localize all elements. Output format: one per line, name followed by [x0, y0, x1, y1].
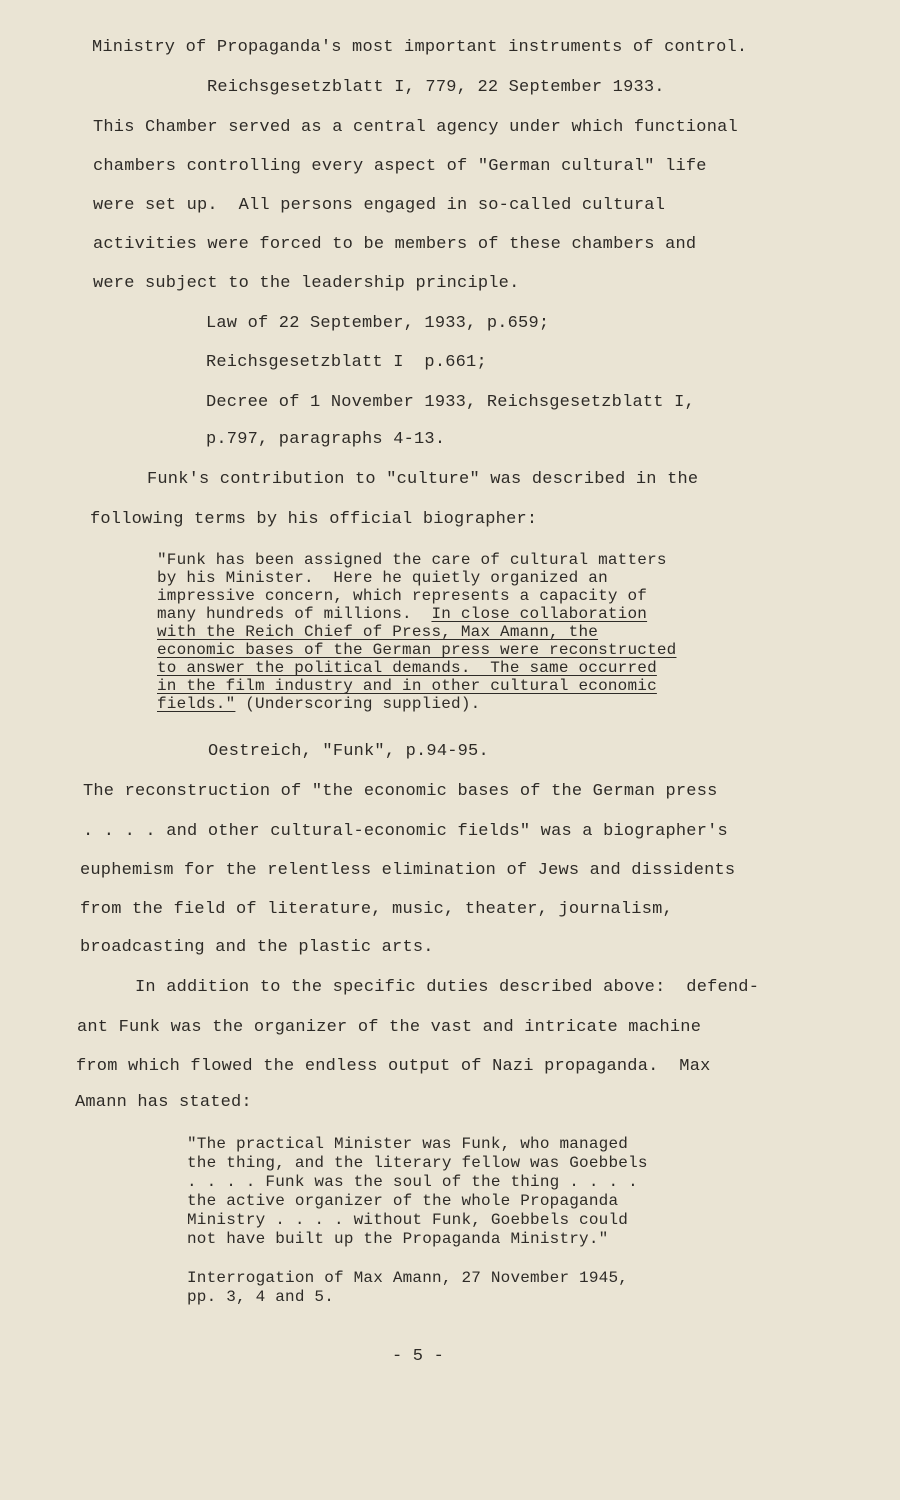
- underscored-line: with the Reich Chief of Press, Max Amann, the: [157, 623, 599, 641]
- citation-line: Law of 22 September, 1933, p.659;: [206, 314, 550, 333]
- text-line: from the field of literature, music, theater, journalism,: [80, 900, 673, 919]
- text-line: ant Funk was the organizer of the vast and intricate machine: [77, 1018, 702, 1037]
- text-line: . . . . and other cultural-economic fields" was a biographer's: [83, 822, 728, 841]
- text-line: following terms by his official biographer:: [90, 510, 538, 529]
- text-line: were subject to the leadership principle.: [93, 274, 520, 293]
- text-line: chambers controlling every aspect of "German cultural" life: [93, 157, 707, 176]
- quote-line: the thing, and the literary fellow was Goebbels: [187, 1154, 648, 1172]
- text-line: In addition to the specific duties described above: defend-: [135, 978, 760, 997]
- text-line: from which flowed the endless output of Nazi propaganda. Max: [76, 1057, 711, 1076]
- citation-line: Reichsgesetzblatt I p.661;: [206, 353, 487, 372]
- quote-line: by his Minister. Here he quietly organized an: [157, 569, 608, 587]
- text-line: Amann has stated:: [75, 1093, 252, 1112]
- text-line: Ministry of Propaganda's most important instruments of control.: [92, 38, 748, 57]
- text-line: were set up. All persons engaged in so-called cultural: [93, 196, 666, 215]
- citation-line: Interrogation of Max Amann, 27 November 1945,: [187, 1269, 629, 1287]
- quote-line: [157, 606, 647, 623]
- quote-text: many hundreds of millions.: [157, 605, 432, 623]
- text-line: broadcasting and the plastic arts.: [80, 938, 434, 957]
- text-line: This Chamber served as a central agency under which functional: [93, 118, 738, 137]
- quote-line: Ministry . . . . without Funk, Goebbels could: [187, 1211, 629, 1229]
- citation-line: p.797, paragraphs 4-13.: [206, 430, 446, 449]
- text-line: euphemism for the relentless elimination of Jews and dissidents: [80, 861, 736, 880]
- citation-line: pp. 3, 4 and 5.: [187, 1288, 335, 1306]
- quote-line: impressive concern, which represents a capacity of: [157, 587, 648, 605]
- text-line: The reconstruction of "the economic bases of the German press: [83, 782, 718, 801]
- quote-line: [157, 696, 480, 713]
- underscored-line: economic bases of the German press were reconstructed: [157, 641, 677, 659]
- quote-line: the active organizer of the whole Propaganda: [187, 1192, 619, 1210]
- citation-line: Decree of 1 November 1933, Reichsgesetzblatt I,: [206, 393, 695, 412]
- text-line: activities were forced to be members of these chambers and: [93, 235, 697, 254]
- text-line: Funk's contribution to "culture" was described in the: [147, 470, 699, 489]
- citation-line: Oestreich, "Funk", p.94-95.: [208, 742, 489, 761]
- quote-line: not have built up the Propaganda Ministry.": [187, 1230, 609, 1248]
- underscored-text: In close collaboration: [431, 605, 648, 623]
- underscored-text: fields.": [157, 695, 236, 713]
- underscored-line: in the film industry and in other cultural economic: [157, 677, 657, 695]
- quote-line: . . . . Funk was the soul of the thing . . . .: [187, 1173, 638, 1191]
- quote-line: "The practical Minister was Funk, who managed: [187, 1135, 629, 1153]
- underscored-line: to answer the political demands. The same occurred: [157, 659, 657, 677]
- quote-line: "Funk has been assigned the care of cultural matters: [157, 551, 667, 569]
- page-number: - 5 -: [392, 1347, 445, 1366]
- citation-line: Reichsgesetzblatt I, 779, 22 September 1933.: [207, 78, 665, 97]
- quote-text: (Underscoring supplied).: [235, 695, 481, 713]
